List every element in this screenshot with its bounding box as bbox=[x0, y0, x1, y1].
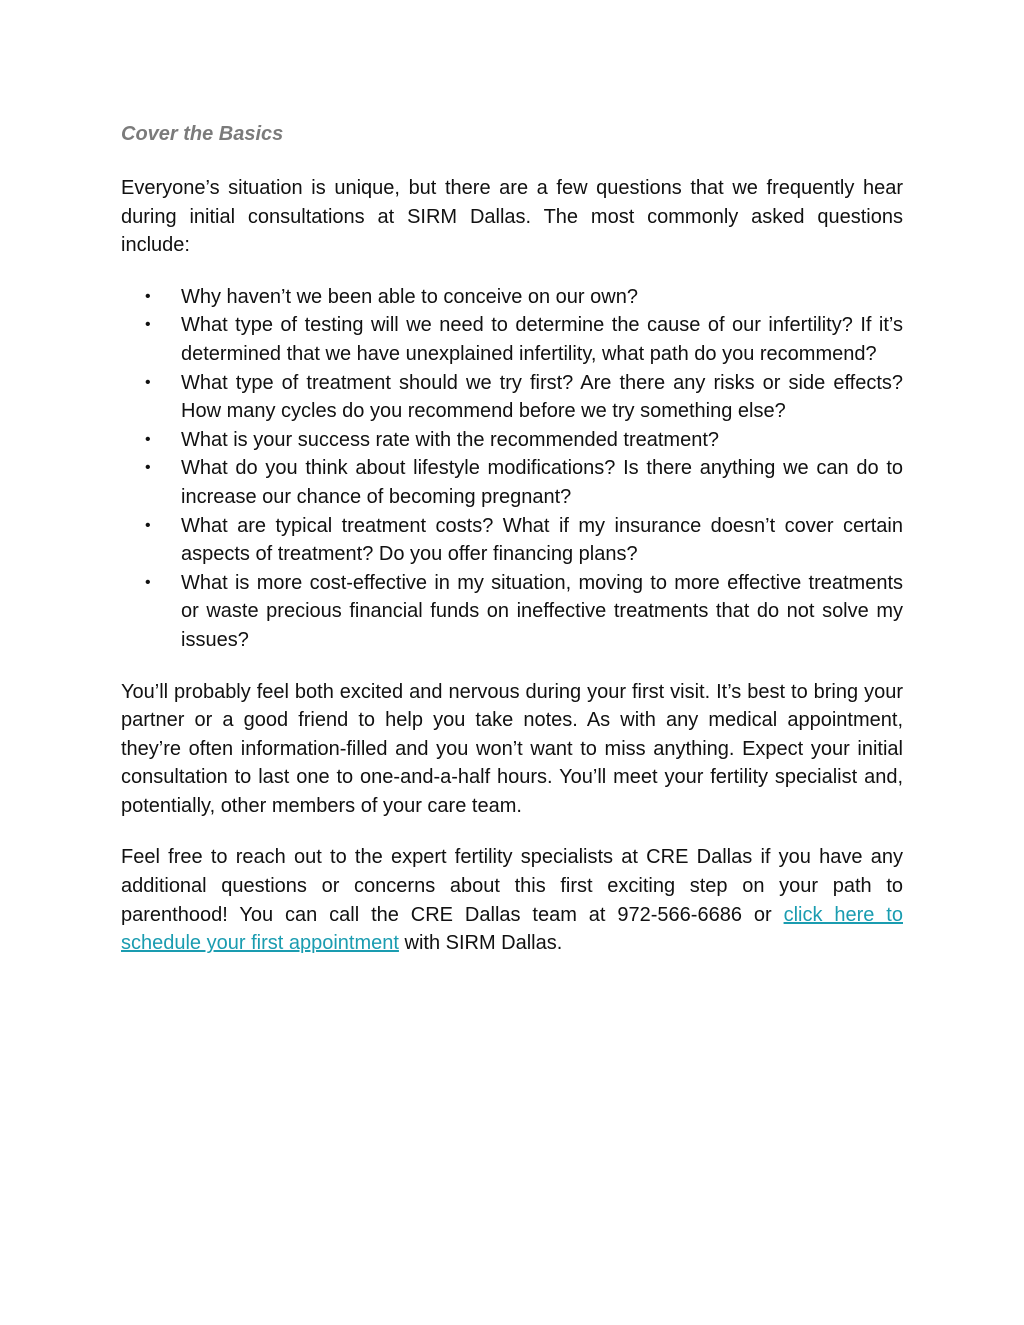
list-item bbox=[145, 369, 903, 426]
closing-text-before-link: Feel free to reach out to the expert fertility specialists at CRE Dallas if you have any additional questions or concerns about this first exciting step on your path to parenthood! You can call the CRE Dallas team at 972-566-6686 or bbox=[121, 846, 903, 926]
questions-list bbox=[121, 283, 903, 655]
closing-text-after-link: with SIRM Dallas. bbox=[398, 932, 563, 955]
section-heading: Cover the Basics bbox=[121, 123, 284, 145]
list-item-text: What are typical treatment costs? What if my insurance doesn’t cover certain aspects of treatment? Do you offer financing plans? bbox=[181, 514, 903, 566]
list-item bbox=[145, 426, 903, 455]
bullet-icon: • bbox=[145, 373, 151, 391]
intro-paragraph: Everyone’s situation is unique, but there are a few questions that we frequently hear during initial consultations at SIRM Dallas. The most commonly asked questions include: bbox=[121, 177, 903, 257]
list-item-text: What is more cost-effective in my situation, moving to more effective treatments or waste precious financial funds on ineffective treatments that do not solve my issues? bbox=[181, 571, 903, 651]
bullet-icon: • bbox=[145, 516, 151, 534]
bullet-icon: • bbox=[145, 573, 151, 591]
bullet-icon: • bbox=[145, 430, 151, 448]
list-item-text: Why haven’t we been able to conceive on our own? bbox=[181, 285, 638, 308]
list-item bbox=[145, 569, 903, 655]
list-item bbox=[145, 454, 903, 511]
list-item-text: What type of testing will we need to determine the cause of our infertility? If it’s determined that we have unexplained infertility, what path do you recommend? bbox=[181, 314, 903, 365]
list-item bbox=[145, 283, 903, 312]
first-visit-paragraph: You’ll probably feel both excited and nervous during your first visit. It’s best to bring your partner or a good friend to help you take notes. As with any medical appointment, they’re often information-filled and you won’t want to miss anything. Expect your initial consultation to last one to one-and-a-half hours. You’ll meet your fertility specialist and, potentially, other members of your care team. bbox=[121, 680, 903, 817]
document-page bbox=[121, 118, 903, 981]
list-item bbox=[145, 512, 903, 569]
bullet-icon: • bbox=[145, 316, 151, 334]
bullet-icon: • bbox=[145, 459, 151, 477]
list-item-text: What is your success rate with the recommended treatment? bbox=[181, 428, 720, 451]
list-item-text: What type of treatment should we try first? Are there any risks or side effects? How many cycles do you recommend before we try something else? bbox=[181, 371, 903, 423]
closing-paragraph bbox=[121, 843, 903, 957]
schedule-appointment-link[interactable]: click here to schedule your first appointment bbox=[121, 903, 903, 955]
list-item-text: What do you think about lifestyle modifications? Is there anything we can do to increase our chance of becoming pregnant? bbox=[181, 457, 903, 508]
bullet-icon: • bbox=[145, 287, 151, 305]
list-item bbox=[145, 311, 903, 368]
